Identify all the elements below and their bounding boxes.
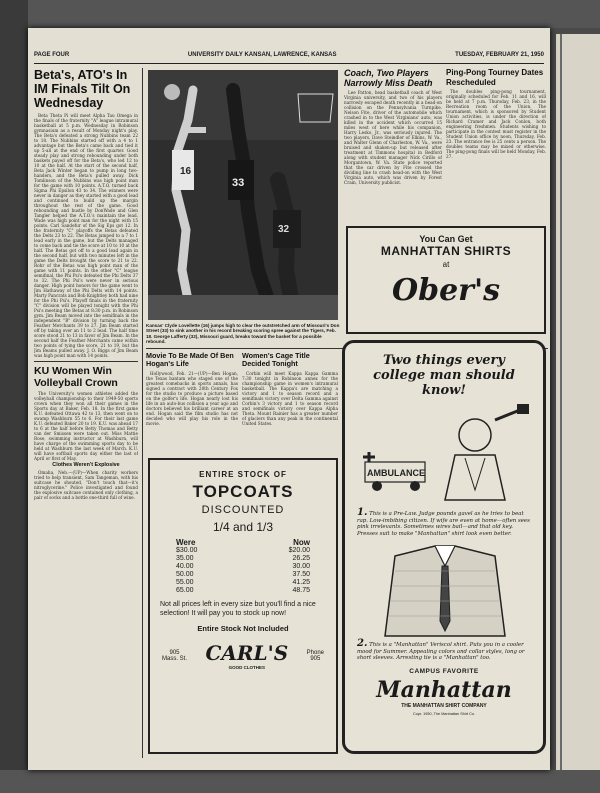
binding-edge [0,0,28,793]
manhattan-copyright: Copr. 1950, The Manhattan Shirt Co. [413,711,475,716]
ping-pong-headline: Ping-Pong Tourney Dates Rescheduled [446,68,544,87]
manhattan-company: THE MANHATTAN SHIRT COMPANY [401,702,487,709]
carls-logo: CARL'S [205,641,289,665]
judge-illustration [345,400,545,510]
beta-ato-body: Beta Theta Pi will meet Alpha Tau Omega in the finals of the fraternity "A" league intramural basketball at 5 p.m. Wednesday in Robinson gymnasium as a result of Monday night's play. The Beta's defeated a strong Nubbins team 22 to 18. The Nubbins started off with a 4 to 1 advantage but the Beta's came back and tied it up 5-all at the end of the first quarter. Good steady play and strong rebounding under both baskets payed off for the Beta's, who led 12 to 10 at the half. At the start of the second half, Beta Jack Winter began to pump in long two-handers, and the Beta's pulled away. Dick Tomlinson of the Nubbins was high point man for the game with 10 points. A.T.O. turned back Sigma Phi Epsilon 43 to 34. The winners were never in danger as they started with a good lead and continued to build up the margin throughout the rest of the game. Good rebounding and hustle by DonWade and Glen Tangler helped the A.T.O.'s maintain the lead. Wade was high point man for the night with 15 points. Carl Sandefur of the Sig Eps got 12. In the fraternity "C" playoffs the Betas defeated the Delts 23 to 22. The Betas jumped to a 7 to 1 lead early in the game, but the Delts managed to come back and tie the score at 10 to 10 at the half. The Betas got off to a good lead again in the second half, but with two minutes left in the game the Delts brought the score to 21 to 22. Rohr of the Betas was high point man of the game with 11 points. In the other "C" league semifinal, the Phi Psi's defeated the Phi Delts 37 to 32. The Phi Psi's were never in serious danger. High point honors for the game went to Jim Hathaway of the Phi Delts with 14 points. Marty Pancrats and Bob Knightley both had nine for the Phi Psi's. Playoff finals in the fraternity "C" division will be played tonight with the Phi Psi's meeting the Betas at 8:30 p.m. in Robinson gym. Jim Beam moved into the semifinals in the independent "B" division by turning back the Feather Merchants 39 to 27. Jim Beam started off by taking over an 11 to 2 lead. The half time score stood 21 to 13 in favor of Jim Beam. In the second half the Feather Merchants came within two points of tying the score, 21 to 19, but the Jim Beams pulled away. J. O. Biggs of Jim Beam was high point man with 14 points. [34,113,138,358]
price-row [176,571,310,579]
topcoats-line2: TOPCOATS [192,482,294,501]
womens-cage-story [242,352,338,452]
phone-label: Phone [306,649,324,656]
womens-cage-body: Corbin will meet Kappa Kappa Gamma 7:30 tonight in Robinson annex for the championship game in women's intramural basketball. The Kappa's are matching a victory and 1 to season record and a semifinals victory over Delta Gamma against Corbin's 3 victory and 1 to season record and semifinals victory over Kappa Alpha Theta. Mount Rainier has a greater number of glaciers than any peak in the continental United States. [242,370,338,426]
now-label: Now [293,538,310,547]
carls-logo-sub: GOOD CLOTHES [228,665,266,670]
page-folio [34,52,544,64]
price-were: 65.00 [176,587,194,594]
obers-line3: at [442,260,450,269]
ben-hogan-story [146,352,238,452]
ping-pong-story [446,68,546,228]
coach-body: Lee Patton, head basketball coach of West Virginia university, and two of his players narrowly escaped death recently in a head-on collision on the Pennsylvania Turnpike. Nelson Fite, driver of the automobile which crashed in to the West Virginians' auto, was killed in the accident which occurred 15 miles west of here while his companion, Harry Lesko, Jr., was seriously injured. The two players, Dave Steindler of Elkins, W. Va., and Walter Glenn of Charleston, W. Va., were bruised and shaken-up but released after treatment at Timmons hospital in Bedford along with student manager Nick Cirillo of Morgantown, W. Va. State police reported that the car driven by Fite crossed the dividing line to crash head-on with the West Virginia auto, which was driven by Forest Crain, University publicist. [344,90,442,185]
folio-paper-name: UNIVERSITY DAILY KANSAN, LAWRENCE, KANSAS [187,52,337,58]
folio-page-number: PAGE FOUR [34,52,70,58]
point2-text: This is a "Manhattan" Veriscol shirt. Puts you in a cooler mood for Summer. Appealing colors and collar styles, long or short sleeves. Arresting tie is a "Manhattan" too. [357,642,525,661]
store-address-street: Mass. St. [162,655,188,662]
price-were: 35.00 [176,555,194,562]
point2-number: 2. [357,638,368,649]
column-left [34,68,138,748]
newspaper-page [28,28,550,770]
jersey-number-kansas: 16 [180,166,192,177]
phone-number: 905 [310,655,321,662]
column-divider [34,361,138,362]
clothes-body: Omaha, Neb.—(UP)—When charity workers tried to help transient, Sam Tangeman, with his suitcase he shouted, "Don't touch that—it's nitroglycerine." Police investigated and found the explosive suitcase contained only clothing, a pair of socks and a bottle one-third full of wine. [34,470,138,500]
next-page-edge [556,34,600,774]
obers-line1: You Can Get [419,234,473,244]
price-row [176,587,310,595]
price-row [176,563,310,571]
price-row [176,579,310,587]
clothes-headline: Clothes Weren't Explosive [52,462,120,468]
manhattan-ad [342,340,546,754]
price-table [150,547,336,595]
point1-text: This is a Pre-Law. Judge pounds gavel as he tries to beat rap. Low-imbibing citizen. If wife are even at home—often sees pink irrelevants. Sometimes wires bail—and that old key. Presses suit to make "Manhattan" shirt look even better. [357,511,530,537]
beta-ato-headline: Beta's, ATO's In IM Finals Tilt On Wednesday [34,68,131,110]
womens-cage-headline: Women's Cage Title Decided Tonight [242,352,310,369]
coach-story [344,68,442,228]
topcoats-line1: ENTIRE STOCK OF [199,470,287,479]
jersey-number-guard: 32 [278,224,290,235]
price-were: 50.00 [176,571,194,578]
shirt-illustration [345,541,545,641]
price-were: $30.00 [176,547,198,554]
price-now: $20.00 [288,547,310,554]
were-label: Were [176,538,196,547]
manhattan-point2 [345,638,543,662]
photo-caption: Kansas' Clyde Lovellette (16) jumps high to clear the outstretched arm of Missouri's Don Street (33) to sink another in his record breaking scoring spree against the Tigers, Feb. 18. George Lafferty (32), Missouri guard, breaks toward the basket for a possible rebound. [146,323,340,345]
ambulance-label: AMBULANCE [367,468,425,478]
topcoats-ad [148,458,338,754]
basketball-photo-image [148,70,338,320]
column-rule [142,68,143,758]
price-were: 40.00 [176,563,194,570]
ping-pong-body: The doubles ping-pong tournament, originally scheduled for Feb. 11 and 16, will be held at 7 p.m. Thursday, Feb. 23, in the Recreation room of the Union. The tournament, which is sponsored by Student Union activities, is under the direction of Richard Cramer and Jack Conlon, both engineering freshmen. Students wishing to participate in the contest must register in the Student Union office by noon, Thursday, Feb. 23. The entrance fee is 25 cents a person. The doubles teams may be mixed or otherwise. The ping-pong finals will be held Monday, Feb. 27. [446,89,546,159]
bottom-frame [0,770,600,793]
topcoats-note: Not all prices left in every size but you'll find a nice selection! It will pay you to stock up now! [160,601,316,617]
top-frame [0,0,600,28]
price-row [176,547,310,555]
price-were: 55.00 [176,579,194,586]
manhattan-headline: Two things every college man should know! [373,353,515,398]
store-address-number: 905 [169,649,180,656]
price-row [176,555,310,563]
price-now: 30.00 [292,563,310,570]
price-now: 48.75 [292,587,310,594]
volleyball-body: The University's women athletes added the volleyball championship to their 1949-50 sports crown when they won all their games in the Sports day at Baker, Feb. 18. In the first game K.U. defeated Ottawa 42 to 13, then went on to swamp Washburn 55 to 6. For their last game K.U. defeated Baker 20 to 19. K.U. was ahead 17 to 6 at the half before Betty Thomas and Betty van der Smissen were taken out. Miss Mattie Rose, swimming instructor at Washburn, will have charge of the swimming sports day to be held at Washburn the last week of March. K.U. will have softball sports day either the last of April or first of May. [34,391,138,461]
price-now: 26.25 [292,555,310,562]
jersey-number-missouri: 33 [232,177,245,189]
topcoats-footer: Entire Stock Not Included [197,624,289,633]
ben-hogan-body: Hollywood, Feb. 21—(UP)—Ben Hogan, the Texas bantam who staged one of the greatest comebacks in sports annals, has signed a contract with 20th Century Fox for the studio to produce a picture based on the golfer's life. Hogan nearly lost his life in an auto-bus collision a year ago and doctors believed his brilliant career at an end. Hogan said the film studio has not decided who will play his role in the movie. [146,370,238,426]
price-now: 37.50 [292,571,310,578]
point1-number: 1. [357,507,368,518]
manhattan-point1 [345,507,543,537]
obers-logo: Ober's [391,273,501,308]
ben-hogan-headline: Movie To Be Made Of Ben Hogan's Life [146,352,234,369]
volleyball-headline: KU Women Win Volleyball Crown [34,365,118,389]
obers-line2: MANHATTAN SHIRTS [380,244,512,258]
campus-favorite: CAMPUS FAVORITE [409,667,479,675]
manhattan-logo: Manhattan [376,676,512,703]
price-now: 41.25 [292,579,310,586]
topcoats-line4: 1/4 and 1/3 [212,520,274,534]
topcoats-line3: DISCOUNTED [201,504,285,516]
folio-date: TUESDAY, FEBRUARY 21, 1950 [455,52,544,58]
basketball-photo [148,70,338,320]
coach-headline: Coach, Two Players Narrowly Miss Death [344,68,433,88]
obers-ad [346,226,546,334]
